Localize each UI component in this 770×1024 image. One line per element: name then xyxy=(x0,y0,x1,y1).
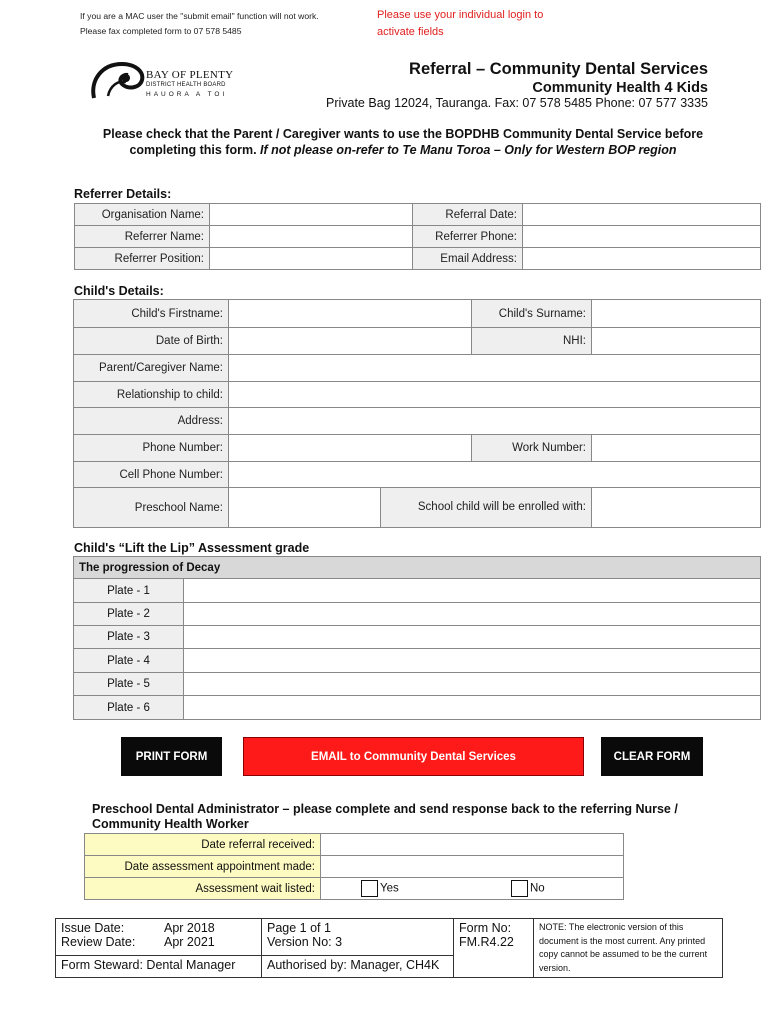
logo-board: DISTRICT HEALTH BOARD xyxy=(146,82,226,88)
admin-heading: Preschool Dental Administrator – please complete and send response back to the referring Nurse / Community Health Worker xyxy=(92,802,678,831)
logo-swirl-icon xyxy=(88,58,148,102)
school-enrolled-label: School child will be enrolled with: xyxy=(381,488,592,528)
logo-maori: HAUORA A TOI xyxy=(146,91,228,98)
form-title: Referral – Community Dental Services xyxy=(409,60,708,78)
email-button[interactable]: EMAIL to Community Dental Services xyxy=(243,737,584,776)
child-surname-field[interactable] xyxy=(592,300,761,328)
page-number: Page 1 of 1 xyxy=(267,921,331,935)
authorised-by: Authorised by: Manager, CH4K xyxy=(262,956,454,978)
appointment-date-field[interactable] xyxy=(321,856,624,878)
nhi-field[interactable] xyxy=(592,328,761,355)
relationship-field[interactable] xyxy=(229,382,761,408)
electronic-version-note: NOTE: The electronic version of this document is the most current. Any printed copy cannot be assumed to be the current version. xyxy=(534,919,723,978)
referrer-heading: Referrer Details: xyxy=(74,187,172,201)
child-heading: Child's Details: xyxy=(74,284,164,298)
wait-listed-options xyxy=(321,878,624,900)
address-label: Address: xyxy=(74,408,229,435)
referrer-phone-field[interactable] xyxy=(523,226,761,248)
date-received-label: Date referral received: xyxy=(85,834,321,856)
date-received-field[interactable] xyxy=(321,834,624,856)
plate-2-field[interactable] xyxy=(184,603,761,626)
referrer-phone-label: Referrer Phone: xyxy=(413,226,523,248)
no-label: No xyxy=(530,882,545,895)
child-firstname-field[interactable] xyxy=(229,300,472,328)
intro-instructions xyxy=(90,127,716,158)
referrer-position-field[interactable] xyxy=(210,248,413,270)
referral-date-label: Referral Date: xyxy=(413,204,523,226)
no-option[interactable] xyxy=(511,880,545,897)
referrer-table xyxy=(74,203,761,270)
dob-field[interactable] xyxy=(229,328,472,355)
admin-table xyxy=(84,833,624,900)
plate-6-field[interactable] xyxy=(184,696,761,720)
address-field[interactable] xyxy=(229,408,761,435)
org-name-label: Organisation Name: xyxy=(75,204,210,226)
review-date-value: Apr 2021 xyxy=(164,935,215,949)
intro-main: Please check that the Parent / Caregiver wants to use the BOPDHB Community Dental Service before completing this form. xyxy=(102,127,704,157)
print-form-button[interactable]: PRINT FORM xyxy=(121,737,222,776)
lift-lip-heading: Child's “Lift the Lip” Assessment grade xyxy=(74,541,310,555)
no-checkbox[interactable] xyxy=(511,880,528,897)
referrer-name-field[interactable] xyxy=(210,226,413,248)
form-number-cell xyxy=(454,919,534,978)
nhi-label: NHI: xyxy=(472,328,592,355)
login-note: Please use your individual login to activate fields xyxy=(377,9,544,38)
preschool-name-field[interactable] xyxy=(229,488,381,528)
plate-2-label: Plate - 2 xyxy=(74,603,184,626)
review-date-label: Review Date: xyxy=(61,935,136,949)
plate-table xyxy=(73,556,761,720)
mac-user-note: If you are a MAC user the "submit email" function will not work. Please fax completed form to 07 578 5485 xyxy=(80,11,319,36)
plate-3-label: Plate - 3 xyxy=(74,626,184,649)
issue-date-value: Apr 2018 xyxy=(164,921,215,935)
referrer-position-label: Referrer Position: xyxy=(75,248,210,270)
version-number: Version No: 3 xyxy=(267,935,343,949)
phone-number-label: Phone Number: xyxy=(74,435,229,462)
parent-name-label: Parent/Caregiver Name: xyxy=(74,355,229,382)
school-enrolled-field[interactable] xyxy=(592,488,761,528)
document-control-table xyxy=(55,918,723,978)
parent-name-field[interactable] xyxy=(229,355,761,382)
plate-1-field[interactable] xyxy=(184,579,761,603)
cell-phone-label: Cell Phone Number: xyxy=(74,462,229,488)
phone-number-field[interactable] xyxy=(229,435,472,462)
child-surname-label: Child's Surname: xyxy=(472,300,592,328)
yes-checkbox[interactable] xyxy=(361,880,378,897)
org-name-field[interactable] xyxy=(210,204,413,226)
intro-italic: If not please on-refer to Te Manu Toroa – Only for Western BOP region xyxy=(260,142,677,157)
work-number-label: Work Number: xyxy=(472,435,592,462)
decay-progression-header: The progression of Decay xyxy=(74,557,761,579)
plate-5-field[interactable] xyxy=(184,673,761,696)
yes-option[interactable] xyxy=(361,880,399,897)
plate-5-label: Plate - 5 xyxy=(74,673,184,696)
plate-3-field[interactable] xyxy=(184,626,761,649)
contact-address: Private Bag 12024, Tauranga. Fax: 07 578 5485 Phone: 07 577 3335 xyxy=(325,96,708,110)
cell-phone-field[interactable] xyxy=(229,462,761,488)
work-number-field[interactable] xyxy=(592,435,761,462)
form-number-label: Form No: xyxy=(459,921,512,935)
child-table xyxy=(73,299,761,528)
form-number-value: FM.R4.22 xyxy=(459,935,514,949)
page-version-cell xyxy=(262,919,454,956)
preschool-name-label: Preschool Name: xyxy=(74,488,229,528)
issue-review-cell xyxy=(56,919,262,956)
dob-label: Date of Birth: xyxy=(74,328,229,355)
child-firstname-label: Child's Firstname: xyxy=(74,300,229,328)
issue-date-label: Issue Date: xyxy=(61,921,125,935)
yes-label: Yes xyxy=(380,882,399,895)
form-subtitle: Community Health 4 Kids xyxy=(532,80,708,96)
plate-6-label: Plate - 6 xyxy=(74,696,184,720)
relationship-label: Relationship to child: xyxy=(74,382,229,408)
email-address-field[interactable] xyxy=(523,248,761,270)
referral-date-field[interactable] xyxy=(523,204,761,226)
plate-4-label: Plate - 4 xyxy=(74,649,184,673)
clear-form-button[interactable]: CLEAR FORM xyxy=(601,737,703,776)
form-steward: Form Steward: Dental Manager xyxy=(56,956,262,978)
email-address-label: Email Address: xyxy=(413,248,523,270)
logo-name: BAY OF PLENTY xyxy=(146,69,234,81)
wait-listed-label: Assessment wait listed: xyxy=(85,878,321,900)
plate-1-label: Plate - 1 xyxy=(74,579,184,603)
plate-4-field[interactable] xyxy=(184,649,761,673)
appointment-date-label: Date assessment appointment made: xyxy=(85,856,321,878)
referrer-name-label: Referrer Name: xyxy=(75,226,210,248)
